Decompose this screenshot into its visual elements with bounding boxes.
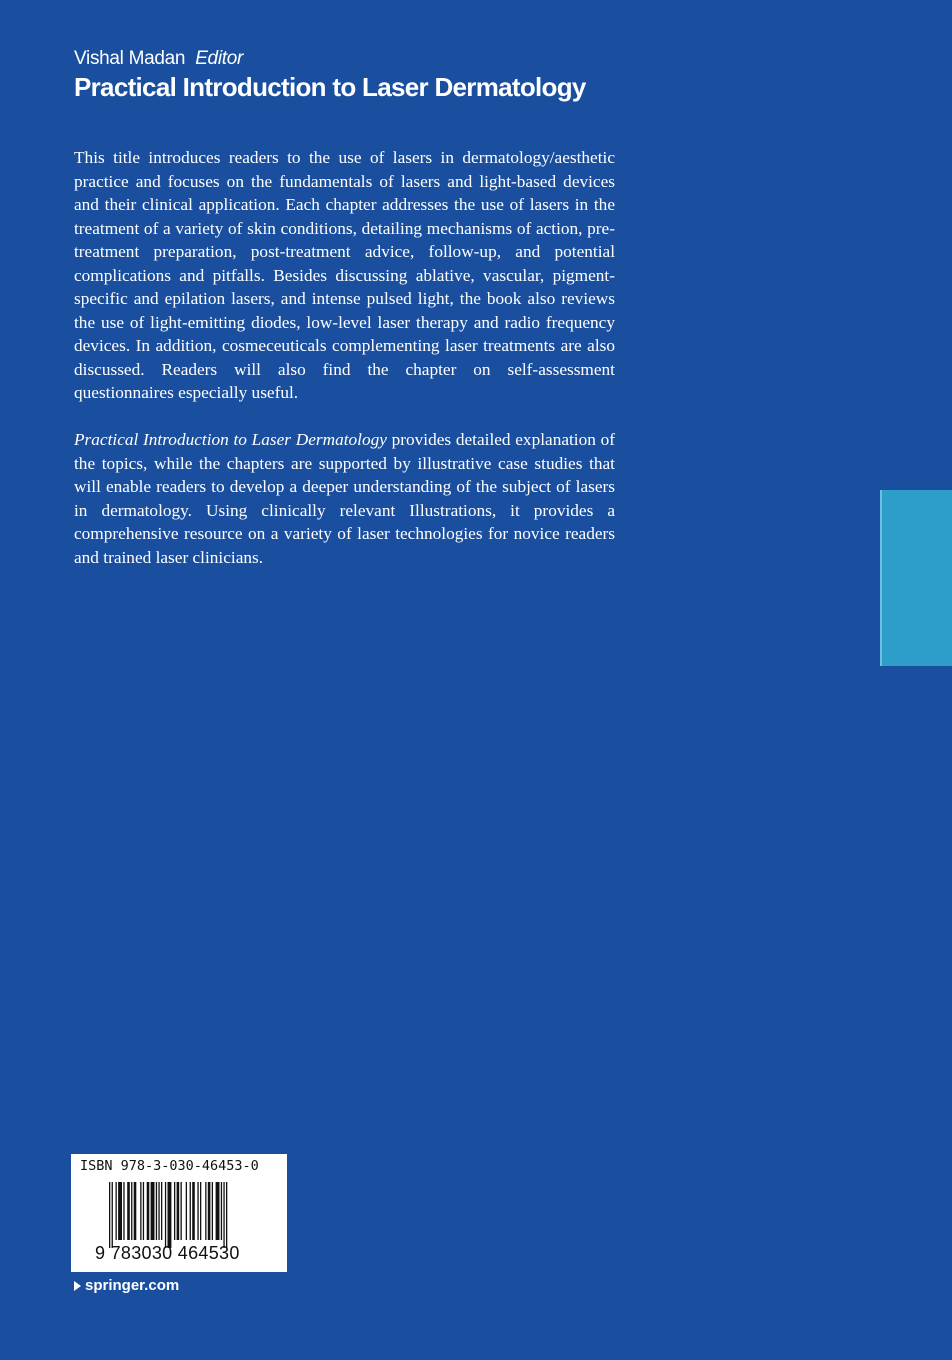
barcode-bar (123, 1182, 124, 1240)
barcode-bar (216, 1182, 220, 1240)
barcode-bar (140, 1182, 141, 1240)
barcode-bar (205, 1182, 206, 1240)
barcode-bar (143, 1182, 144, 1240)
barcode-bar (118, 1182, 122, 1240)
spine-accent-tab (880, 490, 952, 666)
barcode-bar (158, 1182, 159, 1240)
barcode-bars (71, 1178, 287, 1248)
barcode-bar (134, 1182, 137, 1240)
barcode-bar (174, 1182, 175, 1240)
barcode-bar (156, 1182, 157, 1240)
editor-line (74, 46, 243, 72)
barcode-bar (147, 1182, 150, 1240)
publisher-link-text: springer.com (85, 1277, 180, 1294)
barcode-bar (151, 1182, 155, 1240)
blurb-paragraph-1: This title introduces readers to the use of lasers in dermatology/aesthetic practice and focuses on the fundamentals of lasers and light-based devices and their clinical application. Each chapter addresses the use of lasers in the treatment of a variety of skin conditions, detailing mechanisms of action, pre-treatment preparation, post-treatment advice, follow-up, and potential complications and pitfalls. Besides discussing ablative, vascular, pigment-specific and epilation lasers, and intense pulsed light, the book also reviews the use of light-emitting diodes, low-level laser therapy and radio frequency devices. In addition, cosmeceuticals complementing laser treatments are also discussed. Readers will also find the chapter on self-assessment questionnaires especially useful. (74, 148, 615, 402)
barcode-bar (131, 1182, 132, 1240)
blurb-paragraph-2 (74, 428, 615, 569)
barcode-bar (127, 1182, 130, 1240)
editor-name: Vishal Madan (74, 48, 186, 69)
barcode-bar (177, 1182, 180, 1240)
barcode-bar (221, 1182, 222, 1240)
barcode-bar (168, 1182, 172, 1248)
barcode-bar (223, 1182, 224, 1248)
book-title: Practical Introduction to Laser Dermatology (74, 72, 586, 102)
barcode-bar (192, 1182, 195, 1240)
blurb-title-reference: Practical Introduction to Laser Dermatology (74, 430, 387, 449)
barcode-bar (226, 1182, 227, 1248)
barcode-bar (161, 1182, 162, 1240)
isbn-label: ISBN 978-3-030-46453-0 (80, 1158, 259, 1174)
barcode-bar (112, 1182, 113, 1248)
barcode-bar (190, 1182, 191, 1240)
barcode-bar (165, 1182, 166, 1248)
arrow-right-icon (74, 1281, 81, 1291)
barcode-digits: 9 783030 464530 (95, 1243, 240, 1263)
publisher-link[interactable] (74, 1276, 179, 1296)
blurb (74, 146, 615, 593)
barcode-bar (212, 1182, 213, 1240)
barcode-box (71, 1154, 287, 1272)
barcode-bar (208, 1182, 211, 1240)
barcode-bar (109, 1182, 110, 1248)
barcode-bar (181, 1182, 182, 1240)
barcode-bar (186, 1182, 187, 1240)
blurb-paragraph-2-text: provides detailed explanation of the topics, while the chapters are supported by illustrative case studies that will enable readers to develop a deeper understanding of the subject of lasers in dermatology. Using clinically relevant Illustrations, it provides a comprehensive resource on a variety of laser technologies for novice readers and trained laser clinicians. (74, 430, 615, 567)
barcode-bar (116, 1182, 117, 1240)
editor-role: Editor (195, 48, 244, 69)
barcode-bar (197, 1182, 198, 1240)
barcode-bar (200, 1182, 201, 1240)
